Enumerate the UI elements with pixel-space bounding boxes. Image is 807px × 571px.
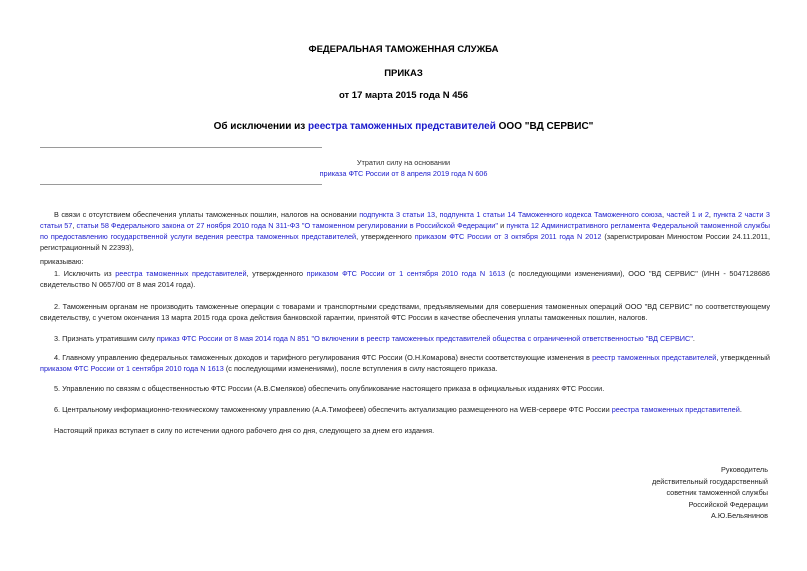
document-type: ПРИКАЗ <box>384 68 423 79</box>
item4-order-link[interactable]: приказом ФТС России от 1 сентября 2010 года N 1613 <box>40 364 224 373</box>
preamble-link-2[interactable]: подпункта 1 статьи 14 Таможенного кодекса Таможенного союза <box>439 210 662 219</box>
signature-title: Руководитель <box>720 465 768 474</box>
preamble-link-6[interactable]: пункта 12 Административного регламента Федеральной таможенной службы по предоставлению государственной услуги ведения реестра таможенных представителей <box>40 221 770 241</box>
order-item-4: 4. Главному управлению федеральных таможенных доходов и тарифного регулирования ФТС России (О.Н.Комарова) внести соответствующие изменения в реестр таможенных представителей, утвержденный приказом ФТС России от 1 сентября 2010 года N 1613 (с последующими изменениями), после вступления в силу настоящего приказа. <box>40 353 770 373</box>
document-date: от 17 марта 2015 года N 456 <box>338 90 469 101</box>
order-item-1: 1. Исключить из реестра таможенных представителей, утвержденного приказом ФТС России от 1 сентября 2010 года N 1613 (с последующими изменениями), ООО "ВД СЕРВИС" (ИНН - 5047128686 свидетельство N 0657/00 от 8 мая 2014 года). <box>40 269 770 289</box>
item1-order-link[interactable]: приказом ФТС России от 1 сентября 2010 года N 1613 <box>306 269 506 278</box>
item4-registry-link[interactable]: реестр таможенных представителей <box>592 353 717 362</box>
divider-top <box>40 147 322 148</box>
order-item-2: 2. Таможенным органам не производить таможенные операции с товарами и транспортными средствами, предъявляемыми для совершения таможенных операций ООО "ВД СЕРВИС" по соответствующему свидетельству, с учетом окончания 13 марта 2015 года срока действия банковской гарантии, принятой ФТС России в качестве обеспечения уплаты таможенных пошлин, налогов. <box>40 302 770 322</box>
preamble-link-7[interactable]: приказом ФТС России от 3 октября 2011 года N 2012 <box>414 232 602 241</box>
effective-clause: Настоящий приказ вступает в силу по истечении одного рабочего дня со дня, следующего за днем его издания. <box>54 426 435 435</box>
order-item-5: 5. Управлению по связям с общественностью ФТС России (А.В.Смеляков) обеспечить опубликование настоящего приказа в официальных изданиях ФТС России. <box>54 384 605 393</box>
document-subject: Об исключении из реестра таможенных представителей ООО "ВД СЕРВИС" <box>213 121 594 132</box>
subject-registry-link[interactable]: реестра таможенных представителей <box>308 121 496 132</box>
order-item-3: 3. Признать утратившим силу приказ ФТС России от 8 мая 2014 года N 851 "О включении в реестр таможенных представителей общества с ограниченной ответственностью "ВД СЕРВИС". <box>54 334 695 343</box>
item6-registry-link[interactable]: реестра таможенных представителей <box>611 405 740 414</box>
preamble-link-1[interactable]: подпункта 3 статьи 13 <box>359 210 436 219</box>
signature-rank-2: советник таможенной службы <box>666 488 768 498</box>
item1-registry-link[interactable]: реестра таможенных представителей <box>115 269 247 278</box>
signature-block <box>560 464 768 522</box>
agency-name: ФЕДЕРАЛЬНАЯ ТАМОЖЕННАЯ СЛУЖБА <box>308 44 499 55</box>
preamble-link-3[interactable]: частей 1 и 2 <box>666 210 709 219</box>
preamble-link-4[interactable]: пункта 2 части 3 статьи 57 <box>40 210 770 230</box>
order-word: приказываю: <box>40 257 84 266</box>
signature-country: Российской Федерации <box>688 499 768 509</box>
divider-bottom <box>40 184 322 185</box>
revocation-note-line <box>0 169 807 178</box>
item3-order-link[interactable]: приказ ФТС России от 8 мая 2014 года N 851 "О включении в реестр таможенных представителей общества с ограниченной ответственностью "ВД СЕРВИС" <box>156 334 693 343</box>
preamble-paragraph: В связи с отсутствием обеспечения уплаты таможенных пошлин, налогов на основании подпункта 3 статьи 13, подпункта 1 статьи 14 Таможенного кодекса Таможенного союза, частей 1 и 2, пункта 2 части 3 статьи 57, статьи 58 Федерального закона от 27 ноября 2010 года N 311-ФЗ "О таможенном регулировании в Российской Федерации" и пункта 12 Административного регламента Федеральной таможенной службы по предоставлению государственной услуги ведения реестра таможенных представителей, утвержденного приказом ФТС России от 3 октября 2011 года N 2012 (зарегистрирован Минюстом России 24.11.2011, регистрационный N 22393), <box>40 210 770 252</box>
revocation-note: Утратил силу на основании <box>356 158 451 167</box>
order-item-6: 6. Центральному информационно-техническому таможенному управлению (А.А.Тимофеев) обеспечить актуализацию размещенного на WEB-сервере ФТС России реестра таможенных представителей. <box>54 405 742 414</box>
revocation-order-link[interactable]: приказа ФТС России от 8 апреля 2019 года N 606 <box>319 169 488 178</box>
signature-name: А.Ю.Бельянинов <box>711 511 768 521</box>
signature-rank-1: действительный государственный <box>651 476 768 486</box>
preamble-link-5[interactable]: статьи 58 Федерального закона от 27 ноября 2010 года N 311-ФЗ "О таможенном регулировании в Российской Федерации" <box>76 221 498 230</box>
